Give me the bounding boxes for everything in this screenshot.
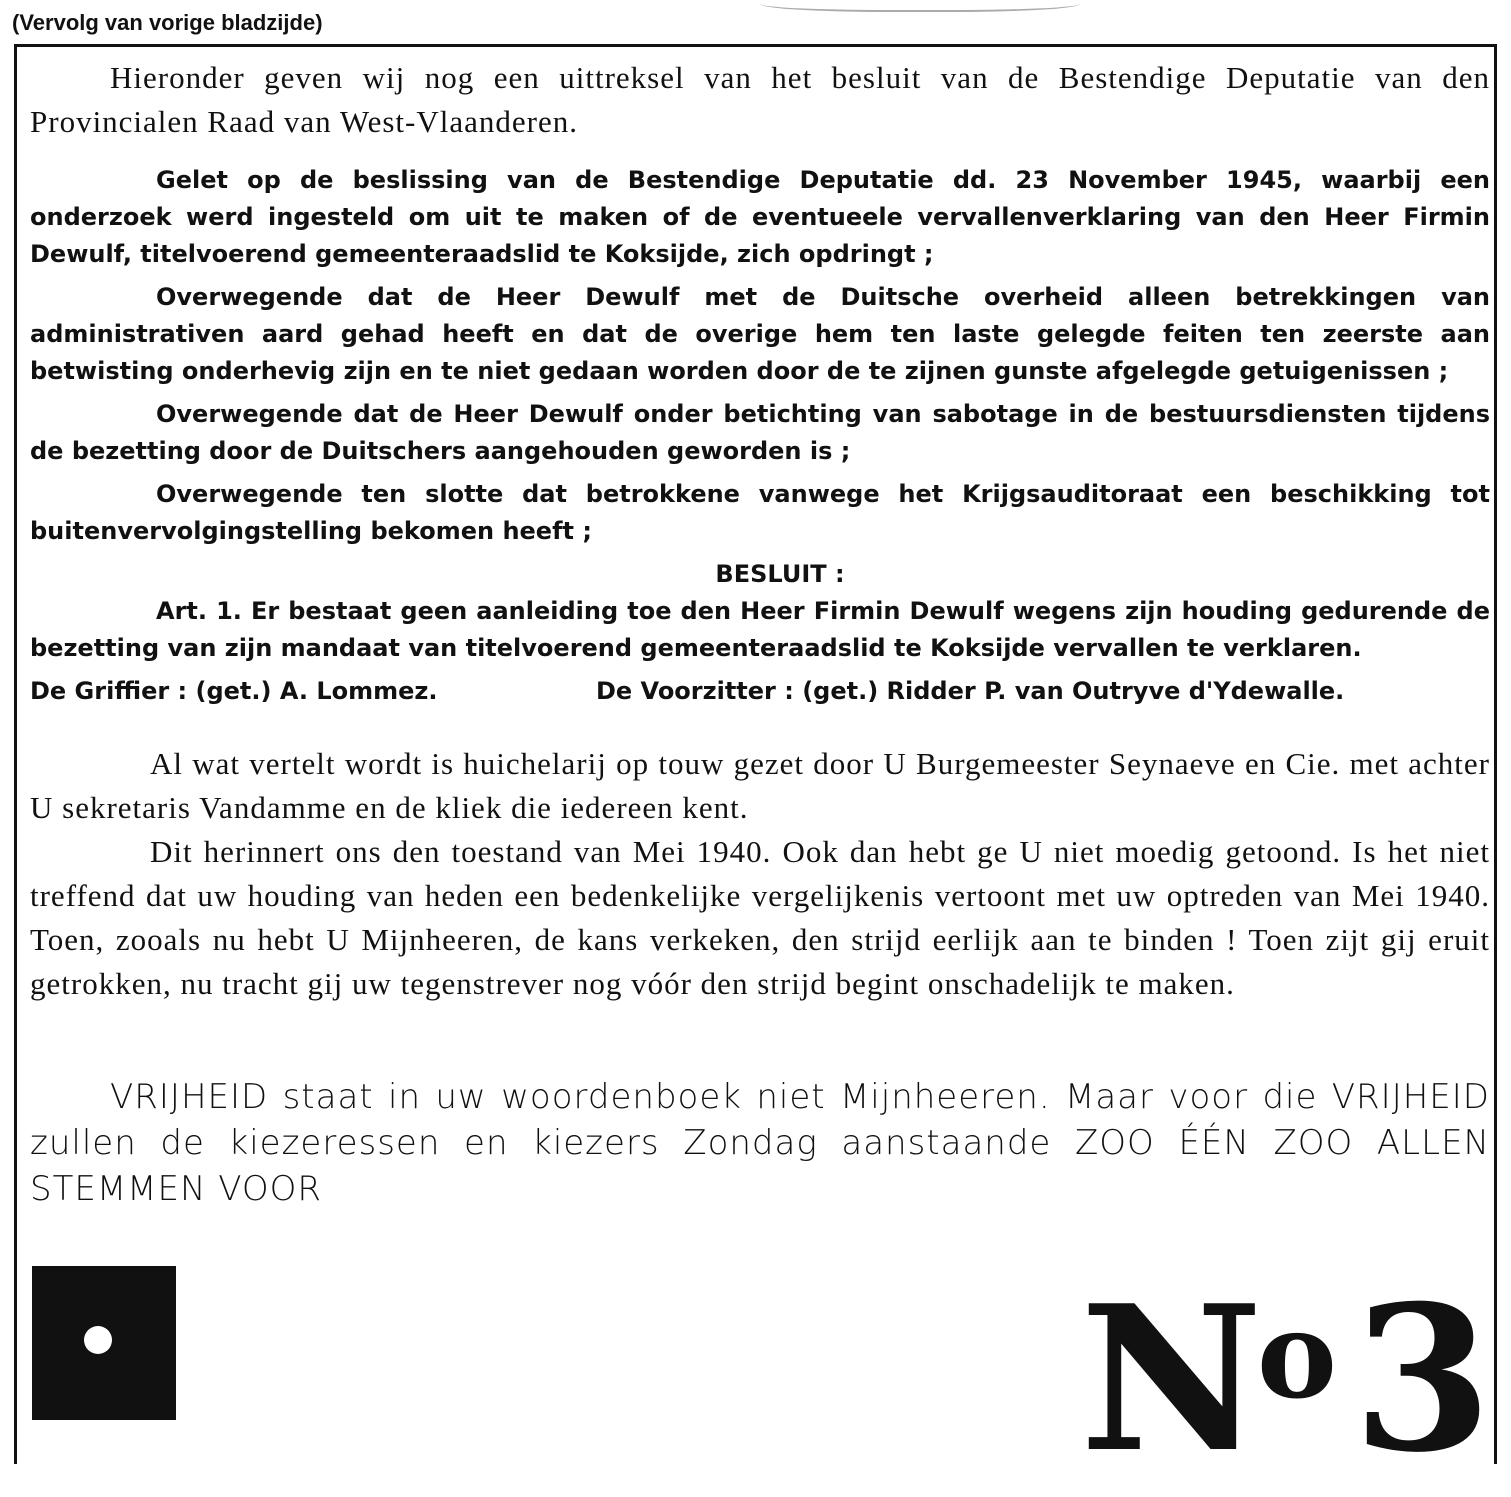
list-number bbox=[1080, 1246, 1487, 1497]
decision-section bbox=[30, 162, 1490, 709]
commentary-section bbox=[30, 742, 1490, 1006]
ballot-box-icon bbox=[32, 1266, 176, 1420]
slogan-paragraph: VRIJHEID staat in uw woordenboek niet Mijnheeren. Maar voor die VRIJHEID zullen de kiezeressen en kiezers Zondag aanstaande ZOO ÉÉN ZOO ALLEN STEMMEN VOOR bbox=[30, 1077, 1490, 1209]
commentary-paragraph: Al wat vertelt wordt is huichelarij op touw gezet door U Burgemeester Seynaeve en Cie. met achter U sekretaris Vandamme en de kliek die iedereen kent. bbox=[30, 746, 1490, 825]
list-number-digit: 3 bbox=[1352, 1262, 1487, 1497]
consideration-paragraph: Overwegende dat de Heer Dewulf met de Duitsche overheid alleen betrekkingen van administrativen aard gehad heeft en dat de overige hem ten laste gelegde feiten ten zeerste aan betwisting onderhevig zijn en te niet gedaan worden door de te zijnen gunste afgelegde getuigenissen ; bbox=[30, 283, 1490, 385]
intro-section bbox=[30, 56, 1490, 144]
article-paragraph: Art. 1. Er bestaat geen aanleiding toe den Heer Firmin Dewulf wegens zijn houding gedurende de bezetting van zijn mandaat van titelvoerend gemeenteraadslid te Koksijde vervallen te verklaren. bbox=[30, 597, 1490, 662]
list-number-superscript: o bbox=[1256, 1285, 1331, 1426]
voorzitter-signature: De Voorzitter : (get.) Ridder P. van Outryve d'Ydewalle. bbox=[596, 677, 1345, 705]
griffier-signature: De Griffier : (get.) A. Lommez. bbox=[30, 677, 438, 705]
consideration-paragraph: Overwegende dat de Heer Dewulf onder betichting van sabotage in de bestuursdiensten tijdens de bezetting door de Duitschers aangehouden geworden is ; bbox=[30, 400, 1490, 465]
intro-paragraph: Hieronder geven wij nog een uittreksel van het besluit van de Bestendige Deputatie van den Provincialen Raad van West-Vlaanderen. bbox=[30, 60, 1490, 139]
handwritten-mark bbox=[760, 0, 1080, 12]
list-number-prefix: N bbox=[1080, 1262, 1257, 1497]
slogan-section bbox=[30, 1074, 1490, 1212]
ballot-dot-icon bbox=[84, 1326, 112, 1354]
consideration-paragraph: Overwegende ten slotte dat betrokkene vanwege het Krijgsauditoraat een beschikking tot buitenvervolgingstelling bekomen heeft ; bbox=[30, 480, 1490, 545]
continuation-note: (Vervolg van vorige bladzijde) bbox=[12, 10, 323, 35]
signatures bbox=[30, 673, 1490, 709]
consideration-paragraph: Gelet op de beslissing van de Bestendige Deputatie dd. 23 November 1945, waarbij een onderzoek werd ingesteld om uit te maken of de eventueele vervallenverklaring van den Heer Firmin Dewulf, titelvoerend gemeenteraadslid te Koksijde, zich opdringt ; bbox=[30, 166, 1490, 268]
commentary-paragraph: Dit herinnert ons den toestand van Mei 1940. Ook dan hebt ge U niet moedig getoond. Is het niet treffend dat uw houding van heden een bedenkelijke vergelijkenis vertoont met uw optreden van Mei 1940. Toen, zooals nu hebt U Mijnheeren, de kans verkeken, den strijd eerlijk aan te binden ! Toen zijt gij eruit getrokken, nu tracht gij uw tegenstrever nog vóór den strijd begint onschadelijk te maken. bbox=[30, 834, 1490, 1001]
decision-title: BESLUIT : bbox=[715, 560, 845, 588]
